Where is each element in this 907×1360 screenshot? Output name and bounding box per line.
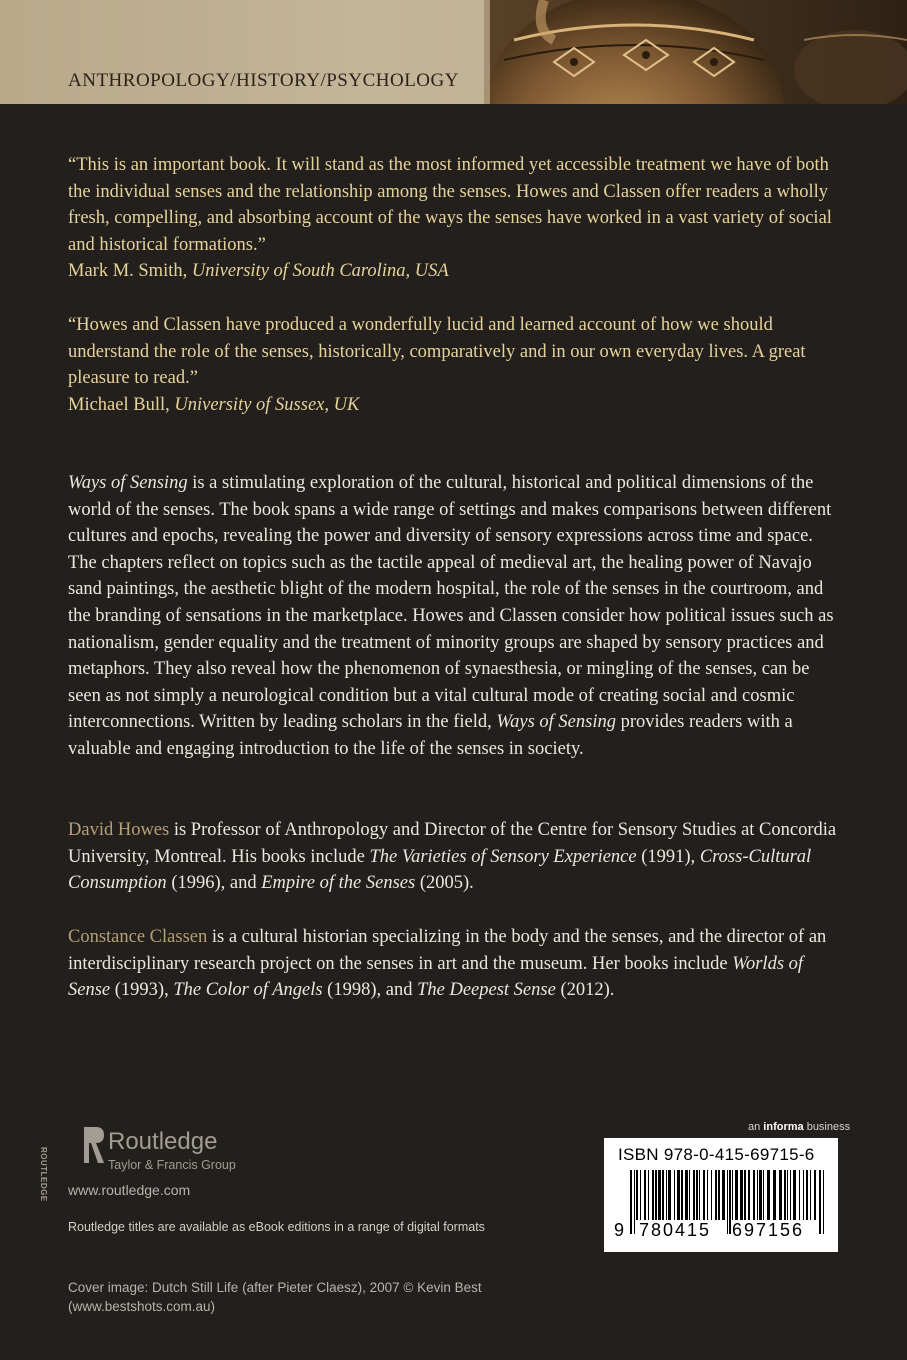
barcode-bar xyxy=(729,1170,731,1234)
reviewer-name: Mark M. Smith, xyxy=(68,261,188,282)
publisher-url[interactable]: www.routledge.com xyxy=(68,1182,191,1198)
author-name: David Howes xyxy=(68,820,170,840)
barcode-bar xyxy=(744,1170,746,1220)
book-title: Ways of Sensing xyxy=(68,473,188,493)
barcode-bar xyxy=(790,1170,791,1220)
bio-text: (1996), and xyxy=(166,873,262,894)
barcode-bar xyxy=(806,1170,808,1220)
barcode-bar xyxy=(787,1170,788,1220)
barcode-bar xyxy=(648,1170,649,1220)
description-part-1: is a stimulating exploration of the cultural, historical and political dimensions of the world of the senses. The book spans a wide range of settings and makes comparisons between different cultures and epochs, revealing the power and diversity of sensory expressions across time and space. The chapters reflect on topics such as the tactile appeal of medieval art, the healing power of Navajo sand paintings, the aesthetic blight of the modern hospital, the role of the senses in the courtroom, and the branding of sensations in the marketplace. Howes and Classen consider how political issues such as nationalism, gender equality and the treatment of minority groups are shaped by sensory practices and metaphors. They also reveal how the phenomenon of synaesthesia, or mingling of the senses, can be seen as not simply a neurological condition but a vital cultural mode of creating social and cosmic interconnections. Written by leading scholars in the field, xyxy=(68,473,834,733)
barcode-bar xyxy=(703,1170,705,1220)
barcode-panel xyxy=(604,1138,838,1252)
reviewer-affiliation: University of Sussex, UK xyxy=(174,394,360,415)
description-part-2: provides readers with a valuable and engaging introduction to the life of the senses in society. xyxy=(68,712,793,759)
book-title: The Deepest Sense xyxy=(417,980,556,1001)
book-title: Ways of Sensing xyxy=(496,712,616,733)
barcode-bar xyxy=(707,1170,708,1220)
book-description xyxy=(68,470,843,763)
informa-brand: informa xyxy=(763,1121,804,1133)
barcode-bar xyxy=(681,1170,683,1220)
barcode-bar xyxy=(718,1170,720,1220)
barcode-bar xyxy=(677,1170,680,1220)
bio-text: (1993), xyxy=(110,980,174,1001)
barcode-bar xyxy=(711,1170,712,1220)
barcode-bar xyxy=(810,1170,811,1220)
barcode-group-1: 780415 xyxy=(639,1220,712,1240)
book-title: The Varieties of Sensory Experience xyxy=(369,846,637,867)
credit-line-1: Cover image: Dutch Still Life (after Pieter Claesz), 2007 © Kevin Best xyxy=(68,1280,482,1295)
review-quote-smith xyxy=(68,152,848,285)
author-bio-classen xyxy=(68,924,843,1004)
barcode-bar xyxy=(773,1170,776,1220)
book-title: Worlds of Sense xyxy=(68,953,804,1001)
informa-post: business xyxy=(803,1121,851,1133)
barcode-bar xyxy=(740,1170,743,1220)
author-bio-howes xyxy=(68,817,843,897)
quote-text: “This is an important book. It will stand as the most informed yet accessible treatment we have of both the individual senses and the relationship among the senses. Howes and Classen offer readers a wholly fresh, compelling, and absorbing account of the ways the senses have worked in a vast variety of social and historical formations.” xyxy=(68,155,832,255)
quote-text: “Howes and Classen have produced a wonderfully lucid and learned account of how we should understand the role of the senses, historically, comparatively and in our own everyday lives. A great pleasure to read.” xyxy=(68,315,806,389)
barcode-bar xyxy=(763,1170,764,1220)
cover-credit xyxy=(68,1278,482,1316)
barcode-bar xyxy=(668,1170,671,1220)
barcode-bar xyxy=(722,1170,725,1220)
bio-text: is Professor of Anthropology and Director of the Centre for Sensory Studies at Concordia University, Montreal. His books include xyxy=(68,820,837,867)
barcode-bar xyxy=(636,1170,638,1220)
routledge-vertical-text: ROUTLEDGE xyxy=(39,1147,48,1202)
book-title: The Color of Angels xyxy=(173,980,323,1001)
barcode-bar xyxy=(757,1170,758,1220)
barcode-group-2: 697156 xyxy=(732,1220,805,1240)
barcode-bar xyxy=(793,1170,796,1220)
barcode-bar xyxy=(658,1170,661,1220)
author-name: Constance Classen xyxy=(68,927,208,947)
reviewer-affiliation: University of South Carolina, USA xyxy=(191,261,449,282)
barcode-bar xyxy=(634,1170,635,1234)
barcode-bar xyxy=(748,1170,750,1220)
barcode-bar xyxy=(699,1170,700,1220)
publisher-group: Taylor & Francis Group xyxy=(108,1158,236,1172)
barcode-bar xyxy=(759,1170,762,1220)
barcode-bar xyxy=(753,1170,755,1220)
barcode-bar xyxy=(662,1170,664,1220)
informa-tagline xyxy=(748,1121,850,1133)
barcode-bar xyxy=(779,1170,782,1220)
review-quote-bull xyxy=(68,312,848,418)
barcode-bar xyxy=(655,1170,657,1220)
barcode-bar xyxy=(767,1170,770,1220)
still-life-illustration xyxy=(484,0,907,104)
barcode-bar xyxy=(784,1170,786,1220)
isbn-text: ISBN 978-0-415-69715-6 xyxy=(618,1145,815,1164)
barcode-bar xyxy=(715,1170,717,1220)
barcode-bar xyxy=(644,1170,646,1220)
barcode-bar xyxy=(689,1170,690,1220)
barcode-bar xyxy=(652,1170,654,1220)
routledge-r-icon xyxy=(82,1125,106,1165)
book-title: Cross-Cultural Consumption xyxy=(68,846,812,894)
barcode-bar xyxy=(735,1170,738,1220)
barcode-bar xyxy=(674,1170,675,1220)
bio-text: is a cultural historian specializing in the body and the senses, and the director of an interdisciplinary research project on the senses in art and the museum. Her books include xyxy=(68,927,827,974)
barcode-bar xyxy=(819,1170,821,1234)
barcode-bar xyxy=(696,1170,698,1220)
cover-art-jug xyxy=(484,0,907,104)
barcode-first-digit: 9 xyxy=(614,1220,625,1240)
barcode-bar xyxy=(693,1170,695,1220)
bio-text: (2012). xyxy=(555,980,615,1001)
barcode-bar xyxy=(685,1170,688,1220)
barcode-bar xyxy=(727,1170,728,1234)
informa-pre: an xyxy=(748,1121,764,1133)
barcode-bar xyxy=(666,1170,667,1220)
bio-text: (1998), and xyxy=(322,980,418,1001)
credit-line-2: (www.bestshots.com.au) xyxy=(68,1299,216,1314)
barcode-bar xyxy=(803,1170,804,1220)
barcode-bar xyxy=(823,1170,824,1234)
barcode-bar xyxy=(630,1170,632,1234)
quote-attribution xyxy=(68,261,449,281)
ebook-note: Routledge titles are available as eBook editions in a range of digital formats xyxy=(68,1220,485,1234)
bio-text: (1991), xyxy=(636,846,700,867)
book-title: Empire of the Senses xyxy=(261,873,416,894)
barcode-bar xyxy=(799,1170,800,1220)
barcode-bar xyxy=(814,1170,816,1220)
barcode-bar xyxy=(640,1170,641,1220)
bio-text: (2005). xyxy=(415,873,474,894)
barcode-bar xyxy=(732,1170,733,1220)
reviewer-name: Michael Bull, xyxy=(68,394,170,415)
subject-category: ANTHROPOLOGY/HISTORY/PSYCHOLOGY xyxy=(68,70,459,91)
publisher-name: Routledge xyxy=(108,1128,218,1155)
quote-attribution xyxy=(68,395,359,415)
